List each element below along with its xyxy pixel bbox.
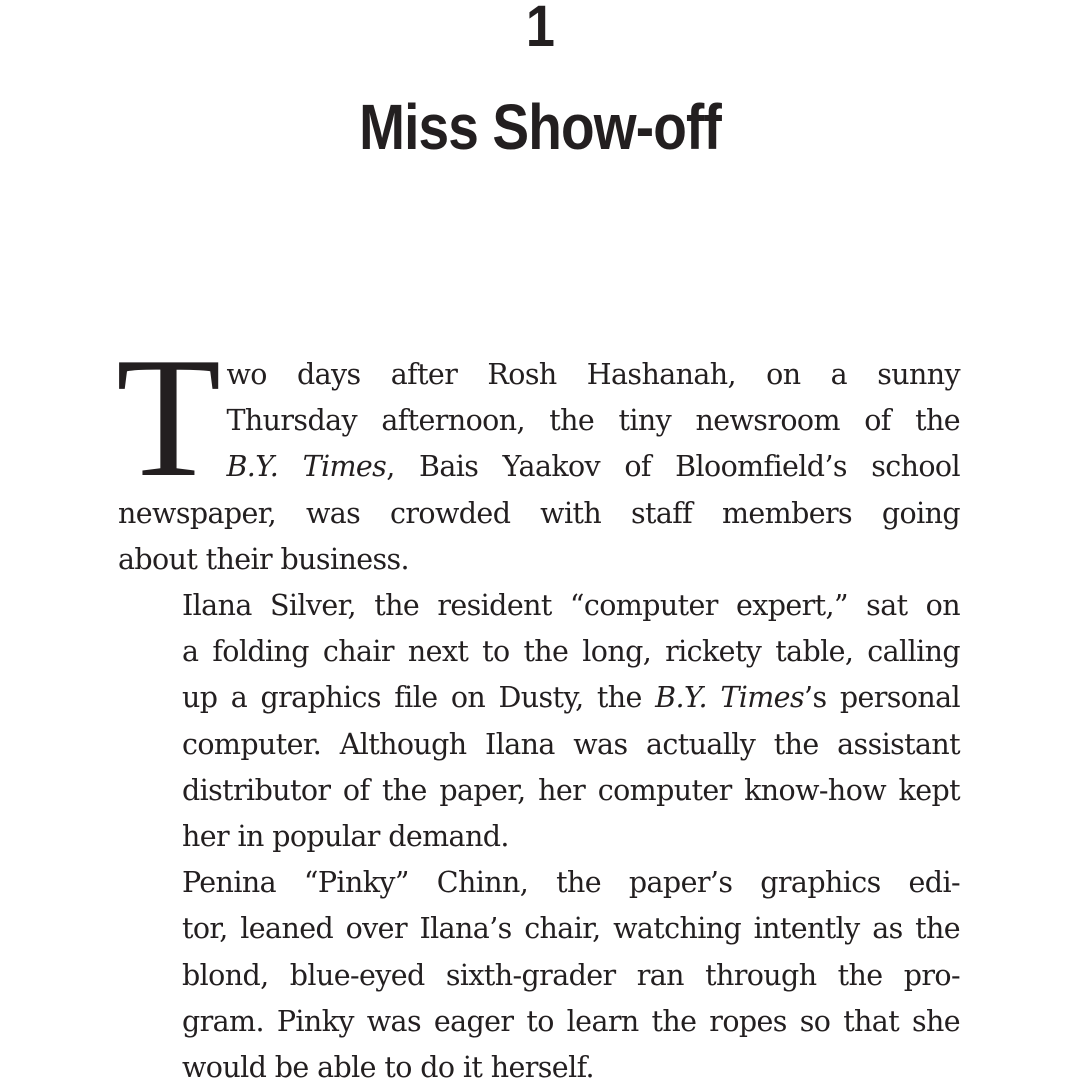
text-fragment: , Bais Yaakov of Bloomfield’s school	[386, 450, 960, 484]
chapter-title: Miss Show-off	[359, 91, 721, 163]
newspaper-name: B.Y. Times	[226, 450, 387, 484]
text-fragment: up a graphics file on Dusty, the	[182, 681, 656, 715]
chapter-body	[116, 323, 961, 1091]
newspaper-name: B.Y. Times	[655, 681, 804, 715]
text-line: Penina “Pinky” Chinn, the paper’s graphics edi-	[182, 866, 960, 900]
text-line: blond, blue-eyed sixth-grader ran through the pro-	[182, 958, 960, 992]
text-line: her in popular demand.	[182, 820, 509, 854]
text-line: a folding chair next to the long, rickety table, calling	[182, 635, 960, 669]
text-line: computer. Although Ilana was actually the assistant	[182, 727, 960, 761]
text-line: Thursday afternoon, the tiny newsroom of the	[226, 404, 960, 438]
text-line	[118, 675, 960, 721]
text-line: gram. Pinky was eager to learn the ropes so that she	[182, 1004, 960, 1038]
text-line: Ilana Silver, the resident “computer expert,” sat on	[182, 589, 960, 623]
text-line: distributor of the paper, her computer know-how kept	[182, 773, 960, 807]
paragraph-3	[118, 860, 960, 1091]
paragraph-1	[116, 323, 960, 583]
text-line: about their business.	[118, 542, 410, 576]
text-line: would be able to do it herself.	[182, 1051, 594, 1085]
chapter-number: 1	[525, 0, 555, 59]
text-line: tor, leaned over Ilana’s chair, watching intently as the	[182, 912, 960, 946]
drop-cap: T	[116, 323, 221, 513]
text-line	[118, 444, 960, 490]
text-line: newspaper, was crowded with staff members going	[118, 496, 960, 530]
text-line: wo days after Rosh Hashanah, on a sunny	[226, 358, 960, 391]
text-fragment: ’s personal	[803, 681, 961, 715]
paragraph-2	[118, 583, 960, 860]
